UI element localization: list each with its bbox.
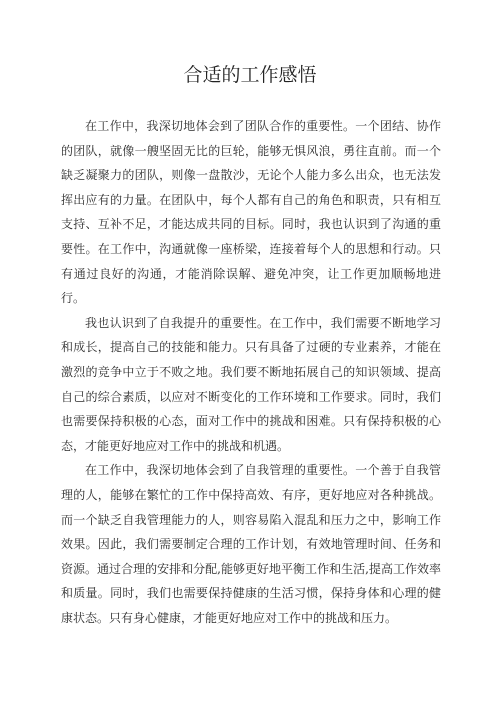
paragraph-self-management: 在工作中，我深切地体会到了自我管理的重要性。一个善于自我管理的人，能够在繁忙的工作中保持高效、有序，更好地应对各种挑战。而一个缺乏自我管理能力的人，则容易陷入混乱和压力之中，影响工作效果。因此，我们需要制定合理的工作计划，有效地管理时间、任务和资源。通过合理的安排和分配,能够更好地平衡工作和生活,提高工作效率和质量。同时，我们也需要保持健康的生活习惯，保持身体和心理的健康状态。只有身心健康，才能更好地应对工作中的挑战和压力。 bbox=[61, 463, 441, 625]
document-title: 合适的工作感悟 bbox=[183, 64, 317, 86]
paragraph-teamwork: 在工作中，我深切地体会到了团队合作的重要性。一个团结、协作的团队，就像一艘坚固无比的巨轮，能够无惧风浪，勇往直前。而一个缺乏凝聚力的团队，则像一盘散沙，无论个人能力多么出众，也无法发挥出应有的力量。在团队中，每个人都有自己的角色和职责，只有相互支持、互补不足，才能达成共同的目标。同时，我也认识到了沟通的重要性。在工作中，沟通就像一座桥梁，连接着每个人的思想和行动。只有通过良好的沟通，才能消除误解、避免冲突，让工作更加顺畅地进行。 bbox=[61, 119, 441, 306]
document-body bbox=[61, 114, 441, 630]
paragraph-self-improvement: 我也认识到了自我提升的重要性。在工作中，我们需要不断地学习和成长，提高自己的技能和能力。只有具备了过硬的专业素养，才能在激烈的竞争中立于不败之地。我们要不断地拓展自己的知识领域、提高自己的综合素质，以应对不断变化的工作环境和工作要求。同时，我们也需要保持积极的心态，面对工作中的挑战和困难。只有保持积极的心态，才能更好地应对工作中的挑战和机遇。 bbox=[61, 315, 441, 453]
